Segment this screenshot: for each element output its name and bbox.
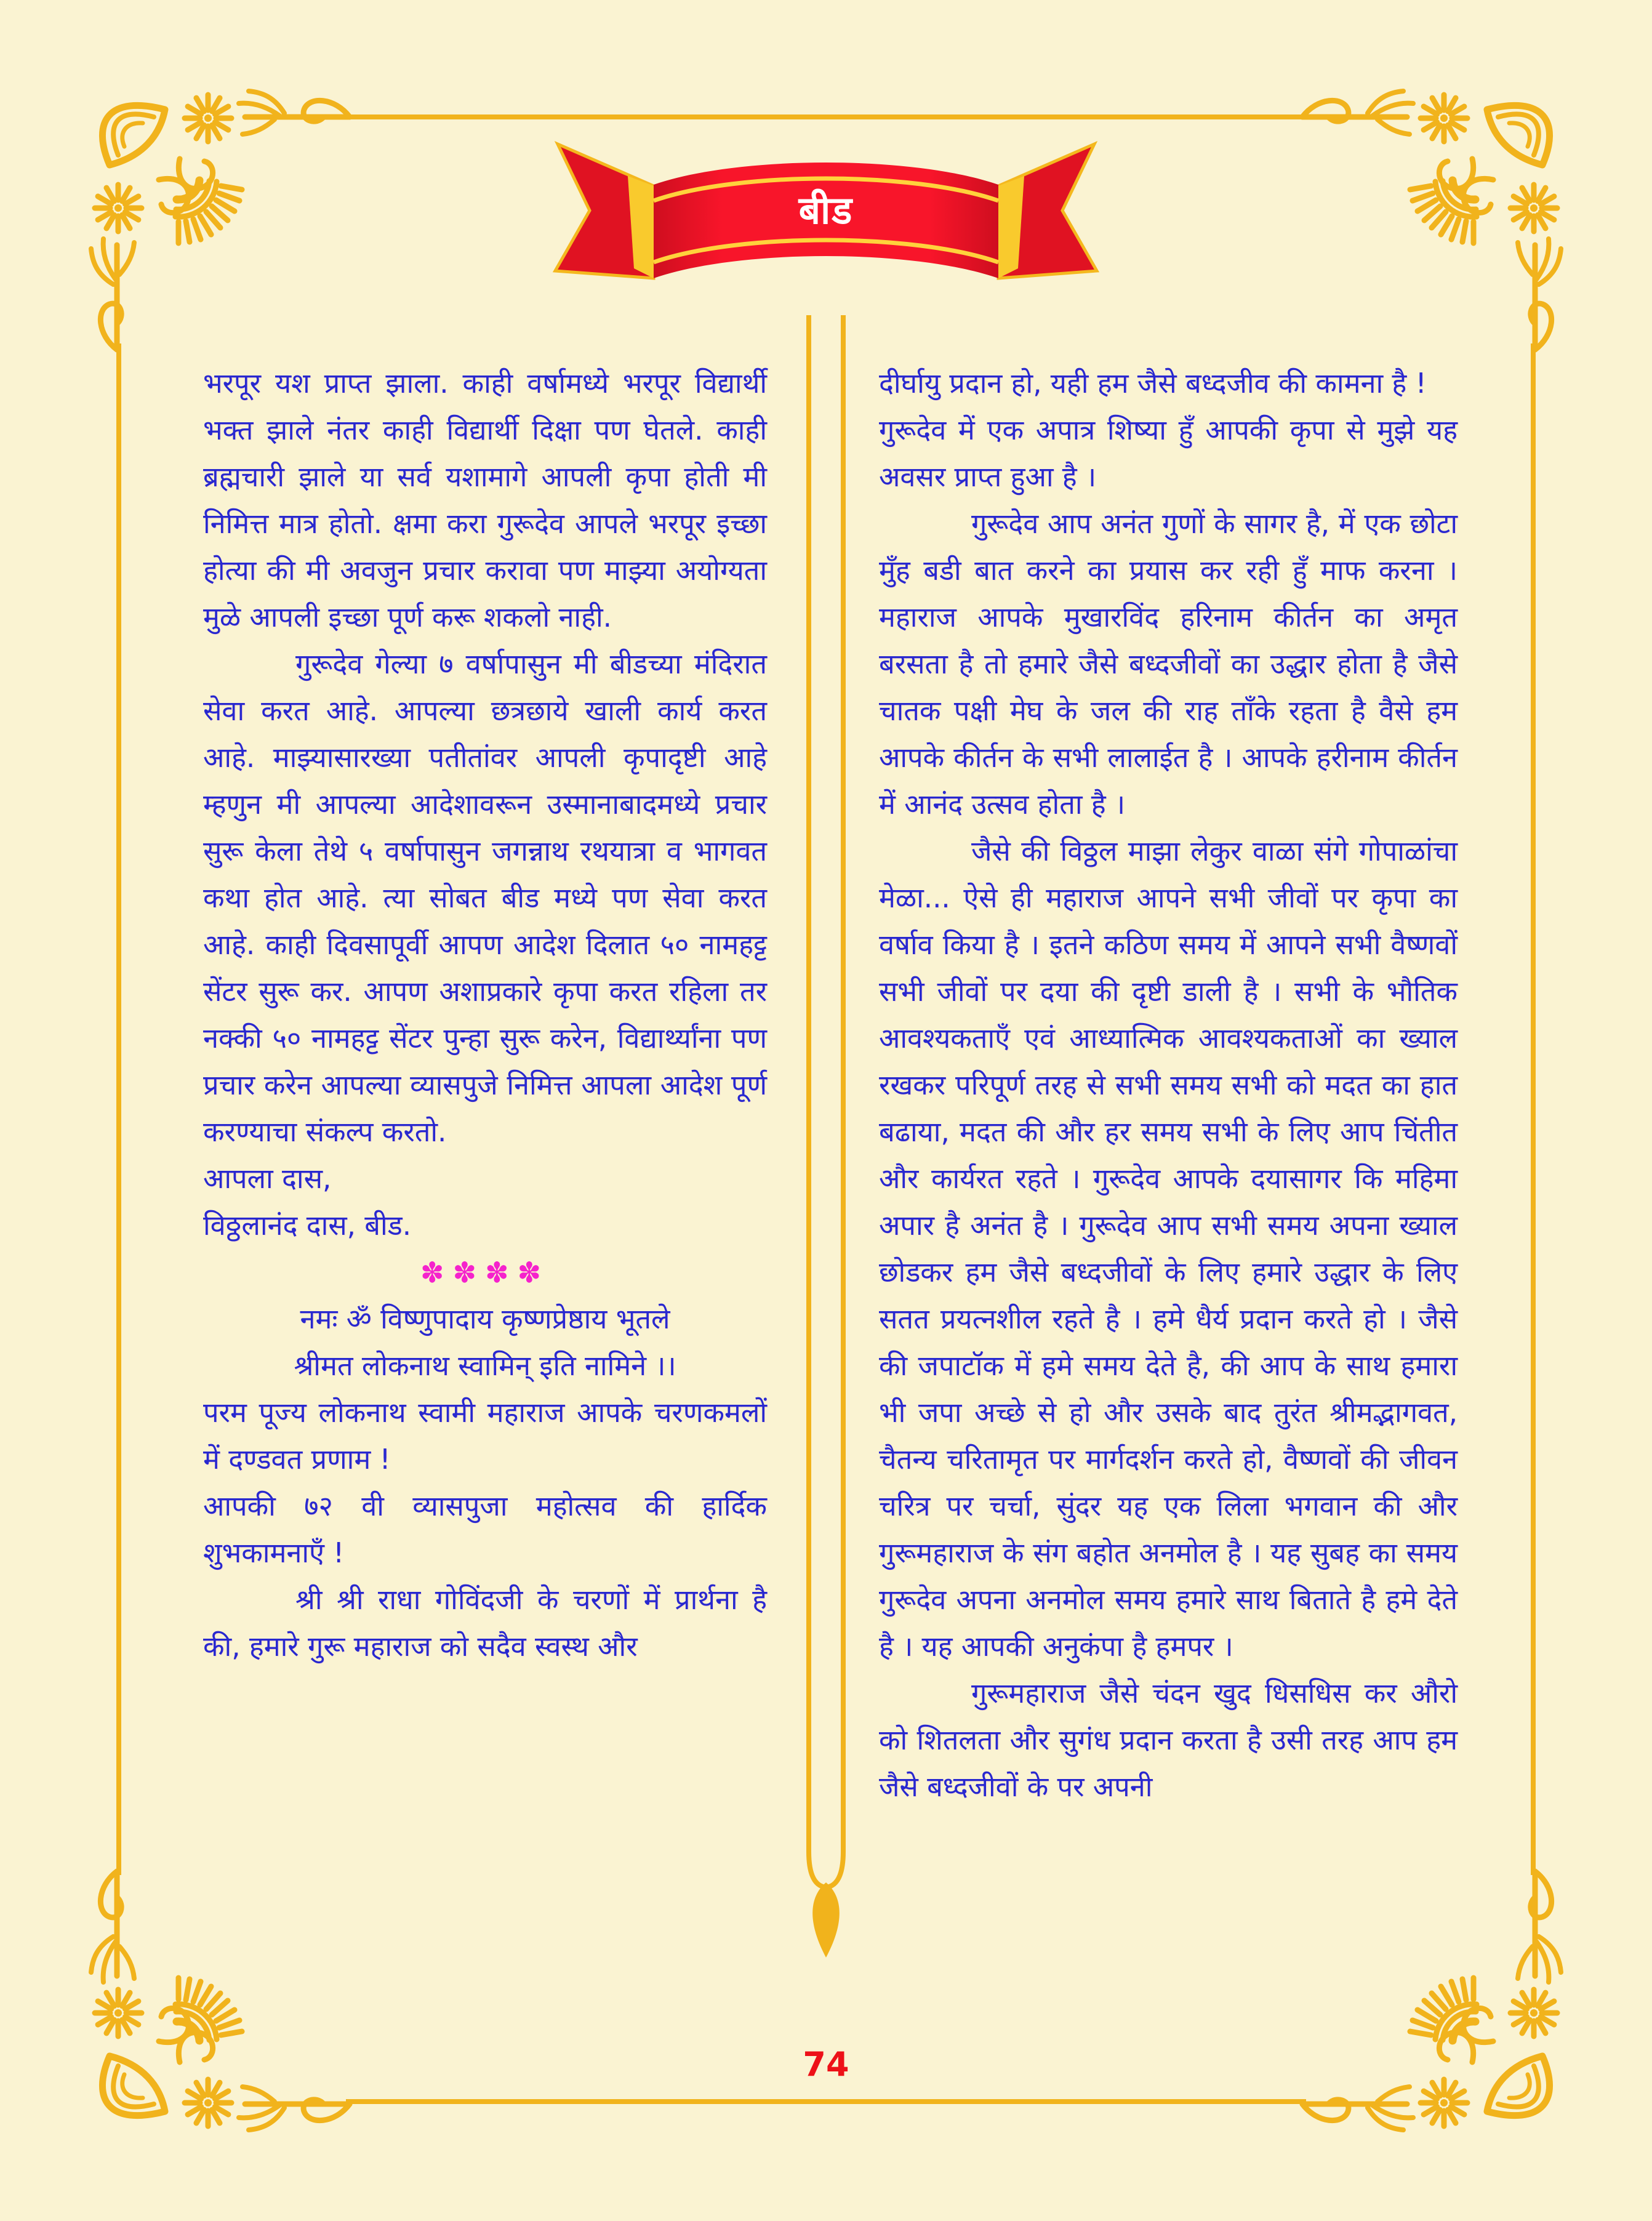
signature-line: आपला दास, bbox=[203, 1162, 332, 1195]
paragraph: गुरूदेव आप अनंत गुणों के सागर है, में एक छोटा मुँह बडी बात करने का प्रयास कर रही हुँ माफ करना । महाराज आपके मुखारविंद हरिनाम कीर्तन का अमृत बरसता है तो हमारे जैसे बध्दजीवों का उद्धार होता है जैसे चातक पक्षी मेघ के जल की राह ताँके रहता है वैसे हम आपके कीर्तन के सभी लालाईत है । आपके हरीनाम कीर्तन में आनंद उत्सव होता है । bbox=[879, 507, 1458, 821]
corner-ornament-bottom-right bbox=[1302, 1871, 1561, 2130]
column-divider bbox=[809, 315, 843, 1958]
shloka-line: श्रीमत लोकनाथ स्वामिन् इति नामिने ।। bbox=[294, 1349, 676, 1382]
corner-ornament-top-left bbox=[91, 91, 350, 350]
paragraph: गुरूदेव में एक अपात्र शिष्या हुँ आपकी कृपा से मुझे यह अवसर प्राप्त हुआ है । bbox=[879, 414, 1458, 493]
right-text-column bbox=[879, 360, 1458, 1810]
page-number: 74 bbox=[803, 2045, 849, 2084]
shloka-line: नमः ॐ विष्णुपादाय कृष्णप्रेष्ठाय भूतले bbox=[300, 1303, 670, 1335]
paragraph: दीर्घायु प्रदान हो, यही हम जैसे बध्दजीव की कामना है ! bbox=[879, 367, 1427, 400]
paragraph: परम पूज्य लोकनाथ स्वामी महाराज आपके चरणकमलों में दण्डवत प्रणाम ! bbox=[203, 1396, 767, 1476]
paragraph: आपकी ७२ वी व्यासपुजा महोत्सव की हार्दिक शुभकामनाएँ ! bbox=[203, 1490, 767, 1569]
banner-title: बीड bbox=[798, 188, 854, 233]
paragraph: जैसे की विठ्ठल माझा लेकुर वाळा संगे गोपाळांचा मेळा... ऐसे ही महाराज आपने सभी जीवों पर कृपा का वर्षाव किया है । इतने कठिण समय में आपने सभी वैष्णवों सभी जीवों पर दया की दृष्टी डाली है । सभी के भौतिक आवश्यकताएँ एवं आध्यात्मिक आवश्यकताओं का ख्याल रखकर परिपूर्ण तरह से सभी समय सभी को मदत का हात बढाया, मदत की और हर समय सभी के लिए आप चिंतीत और कार्यरत रहते । गुरूदेव आपके दयासागर कि महिमा अपार है अनंत है । गुरूदेव आप सभी समय अपना ख्याल छोडकर हम जैसे बध्दजीवों के लिए हमारे उद्धार के लिए सतत प्रयत्नशील रहते है । हमे धैर्य प्रदान करते हो । जैसे की जपाटॉक में हमे समय देते है, की आप के साथ हमारा भी जपा अच्छे से हो और उसके बाद तुरंत श्रीमद्भागवत, चैतन्य चरितामृत पर मार्गदर्शन करते हो, वैष्णवों की जीवन चरित्र पर चर्चा, सुंदर यह एक लिला भगवान की और गुरूमहाराज के संग बहोत अनमोल है । यह सुबह का समय गुरूदेव अपना अनमोल समय हमारे साथ बिताते है हमे देते है । यह आपकी अनुकंपा है हमपर । bbox=[879, 835, 1458, 1663]
signature-line: विठ्ठलानंद दास, बीड. bbox=[203, 1209, 412, 1242]
corner-ornament-bottom-left bbox=[91, 1871, 350, 2130]
section-separator: ✽✽✽✽ bbox=[420, 1256, 550, 1289]
left-text-column bbox=[203, 360, 767, 1670]
paragraph: गुरूदेव गेल्या ७ वर्षापासुन मी बीडच्या मंदिरात सेवा करत आहे. आपल्या छत्रछाये खाली कार्य करत आहे. माझ्यासारख्या पतीतांवर आपली कृपादृष्टी आहे म्हणुन मी आपल्या आदेशावरून उस्मानाबादमध्ये प्रचार सुरू केला तेथे ५ वर्षापासुन जगन्नाथ रथयात्रा व भागवत कथा होत आहे. त्या सोबत बीड मध्ये पण सेवा करत आहे. काही दिवसापूर्वी आपण आदेश दिलात ५० नामहट्ट सेंटर सुरू कर. आपण अशाप्रकारे कृपा करत रहिला तर नक्की ५० नामहट्ट सेंटर पुन्हा सुरू करेन, विद्यार्थ्यांना पण प्रचार करेन आपल्या व्यासपुजे निमित्त आपला आदेश पूर्ण करण्याचा संकल्प करतो. bbox=[203, 648, 767, 1148]
paragraph: श्री श्री राधा गोविंदजी के चरणों में प्रार्थना है की, हमारे गुरू महाराज को सदैव स्वस्थ और bbox=[203, 1583, 767, 1663]
paragraph: भरपूर यश प्राप्त झाला. काही वर्षामध्ये भरपूर विद्यार्थी भक्त झाले नंतर काही विद्यार्थी दिक्षा पण घेतले. काही ब्रह्मचारी झाले या सर्व यशामागे आपली कृपा होती मी निमित्त मात्र होतो. क्षमा करा गुरूदेव आपले भरपूर इच्छा होत्या की मी अवजुन प्रचार करावा पण माझ्या अयोग्यता मुळे आपली इच्छा पूर्ण करू शकलो नाही. bbox=[203, 367, 767, 633]
corner-ornament-top-right bbox=[1302, 91, 1561, 350]
paragraph: गुरूमहाराज जैसे चंदन खुद धिसधिस कर औरो को शितलता और सुगंध प्रदान करता है उसी तरह आप हम जैसे बध्दजीवों के पर अपनी bbox=[879, 1677, 1458, 1803]
